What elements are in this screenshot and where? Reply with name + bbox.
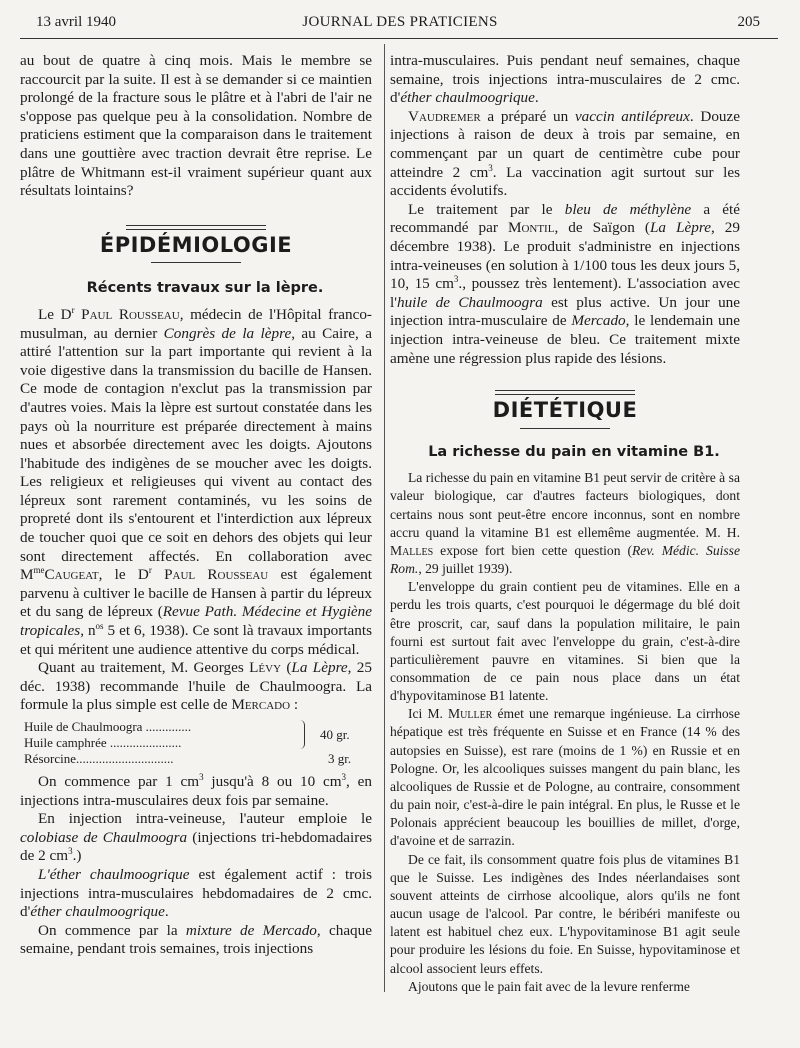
paragraph: au bout de quatre à cinq mois. Mais le membre se raccourcit par la suite. Il est à se demander si ce maintien prolongé de la fracture sous le plâtre et à l'abri de l'air ne s'oppose pas quelque peu à la consolidation. Nombre de praticiens estiment que la comparaison dans le traitement dans une gouttière avec traction devrait être reprise. Le plâtre de Whitmann est-il vraiment supérieur quant aux résultats lointains? (20, 52, 372, 200)
paragraph: On commence par 1 $cm^3$ jusqu'à 8 ou 10 $cm^3$, en injections intra-musculaires deux fois par semaine. (20, 771, 372, 809)
double-rule (126, 225, 266, 230)
header-journal-title: JOURNAL DES PRATICIENS (302, 14, 498, 30)
recipe-line: Huile camphrée ...................... (24, 735, 182, 750)
left-column (20, 52, 372, 959)
recipe-quantity: 40 gr. (320, 727, 350, 742)
recipe-formula (20, 719, 372, 767)
recipe-line: Huile de Chaulmoogra .............. (24, 719, 192, 734)
header-rule (20, 38, 778, 39)
section-heading-epidemiologie (20, 225, 372, 264)
paragraph: Le traitement par le bleu de méthylène a été recommandé par Montil, de Saïgon (La Lèpre, 29 décembre 1938). Le produit s'administre en injections intra-veineuses (en solution à 1/100 tous les deux jours 5, 10, 15 $cm^3$., poussez très lentement). L'association avec l'huile de Chaulmoogra est plus active. Un jour une injection intra-musculaire de Mercado, le lendemain une injection intra-veineuse de bleu. Ce traitement mixte amène une régression plus rapide des lésions. (390, 200, 740, 367)
section-heading-dietetique (390, 390, 740, 429)
paragraph: Ici M. Muller émet une remarque ingénieuse. La cirrhose hépatique est très fréquente en Suisse et en France (14 % des autopsies en Suisse), est rare (moins de 1 %) en Russie et en Pologne. Or, les alcooliques suisses mangent du pain blanc, les alcooliques de Russie et de Pologne, au contraire, consomment du pain noir, c'est-à-dire le pain intégral. En plus, le Russe et le Polonais apprécient beaucoup les bouillies de millet, d'orge, d'avoine et de sarrazin. (390, 706, 741, 849)
article-title: Récents travaux sur la lèpre. (86, 280, 324, 297)
paragraph: En injection intra-veineuse, l'auteur emploie le colobiase de Chaulmoogra (injections tri-hebdomadaires de 2 $cm^3$.) (20, 810, 372, 865)
paragraph: On commence par la mixture de Mercado, chaque semaine, pendant trois semaines, trois injections (20, 921, 372, 958)
header-date: 13 avril 1940 (36, 14, 116, 30)
paragraph: Quant au traitement, M. Georges Lévy (La Lèpre, 25 déc. 1938) recommande l'huile de Chaulmoogra. La formule la plus simple est celle de Mercado : (20, 659, 372, 714)
article-title: La richesse du pain en vitamine B1. (428, 443, 720, 460)
right-column (390, 52, 740, 996)
paragraph: L'enveloppe du grain contient peu de vitamines. Elle en a perdu les trois quarts, c'est pourquoi le dégermage du blé doit être proscrit, car, sauf dans la population militaire, le pain fourni est surtout fait avec l'enveloppe du grain, c'est-à-dire particulièrement pauvre en vitamines. Si bien que la consommation de ce pain nous place dans un état d'hypovitaminose B1 latente. (390, 579, 740, 704)
paragraph: Vaudremer a préparé un vaccin antilépreux. Douze injections à raison de deux à trois par semaine, en commençant par un quart de centimètre cube pour atteindre 2 $cm^3$. La vaccination agit surtout sur les accidents évolutifs. (390, 107, 741, 200)
recipe-quantity: 3 gr. (328, 751, 352, 766)
double-rule (495, 390, 635, 395)
running-header (20, 14, 780, 36)
paragraph: Le $D^r$ Paul Rousseau, médecin de l'Hôpital franco-musulman, au dernier Congrès de la lèpre, au Caire, a attiré l'attention sur la part importante qui revient à la voie digestive dans la transmission du bacille de Hansen. Ce mode de contagion n'exclut pas la transmission par d'autres voies. Mais la lèpre est surtout constatée dans les pays où la nourriture est préparée directement à mains nues et absorbée directement avec les doigts. Ajoutons l'habitude des indigènes de se moucher avec les doigts. Les religieux et religieuses qui vivent au contact des lépreux sont rarement contaminés, vu les soins de propreté dont ils s'entourent et l'interdiction aux lépreux de toucher quoi que ce soit en dehors des objets qui leur sont directement affectés. En collaboration avec $M^{me}Caugeat$, le $D^r$ Paul Rousseau est également parvenu à cultiver le bacille de Hansen à partir du lépreux et du sang de lépreux (Revue Path. Médecine et Hygiène tropicales, $n^{os}$ 5 et 6, 1938). Ce sont là travaux importants et qui méritent une audience attentive du corps médical. (20, 304, 373, 658)
brace (300, 720, 305, 749)
paragraph: intra-musculaires. Puis pendant neuf semaines, chaque semaine, trois injections intra-musculaires de 2 cmc. d'éther chaulmoogrique. (390, 52, 740, 107)
paragraph: L'éther chaulmoogrique est également actif : trois injections intra-musculaires hebdomadaires de 2 cmc. d'éther chaulmoogrique. (20, 865, 372, 921)
paragraph: Ajoutons que le pain fait avec de la levure renferme (408, 978, 690, 994)
header-page-number: 205 (737, 14, 760, 30)
paragraph: La richesse du pain en vitamine B1 peut servir de critère à sa valeur biologique, car d'autres facteurs biologiques, dont certains nous sont peut-être encore inconnus, sont en nombre accru quand la vitamine B1 est ellemême augmentée. M. H. Malles expose fort bien cette question (Rev. Médic. Suisse Rom., 29 juillet 1939). (390, 470, 741, 577)
recipe-line: Résorcine.............................. (24, 751, 174, 766)
column-divider (384, 44, 385, 992)
paragraph: De ce fait, ils consomment quatre fois plus de vitamines B1 que le Suisse. Les indigènes des Indes néerlandaises sont souvent atteints de cirrhose alcoolique, alors qu'ils ne font aucun usage de l'alcool. Par contre, le béribéri manifeste ou latent est habituel chez eux. L'hypovitaminose B1 agit seule pour produire les lésions du foie. En Suisse, hypovitaminose et alcool associent leurs effets. (390, 851, 740, 976)
section-title: DIÉTÉTIQUE (492, 398, 638, 423)
section-title: ÉPIDÉMIOLOGIE (99, 232, 293, 257)
